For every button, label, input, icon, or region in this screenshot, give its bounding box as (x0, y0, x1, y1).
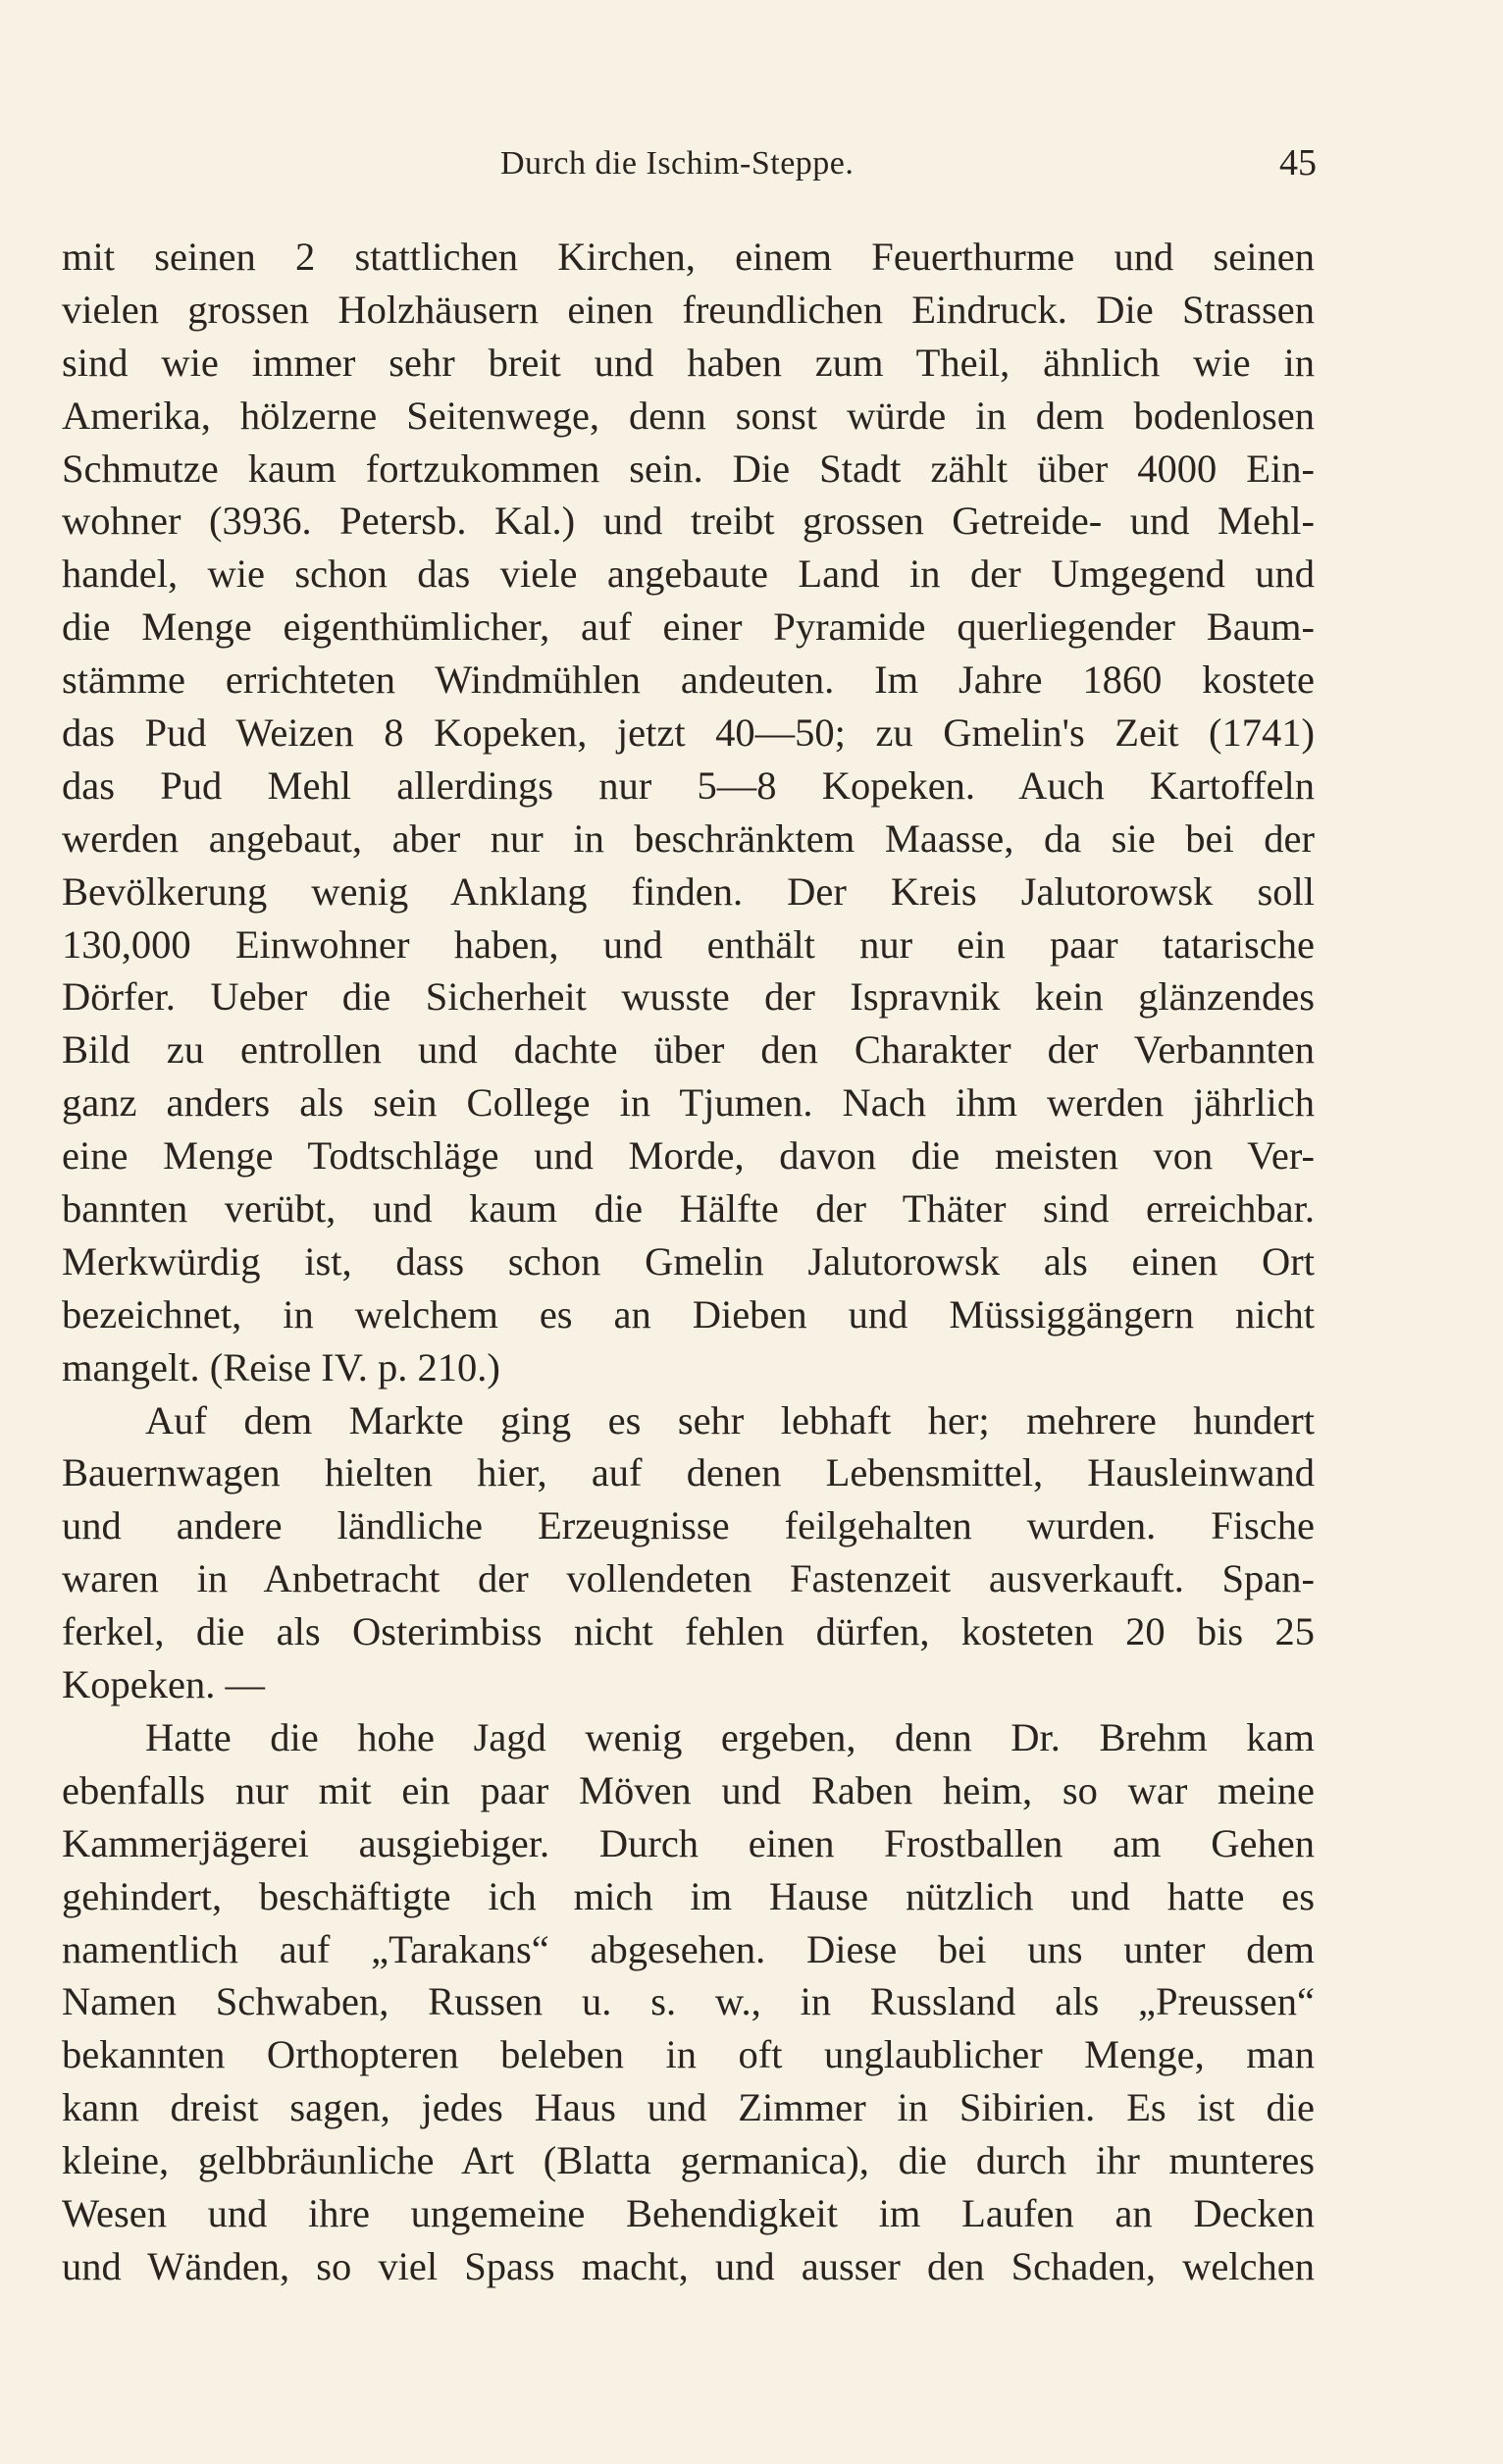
text-line: waren in Anbetracht der vollendeten Fastenzeit ausverkauft. Span- (62, 1556, 1315, 1601)
text-line: bannten verübt, und kaum die Hälfte der Thäter sind erreichbar. (62, 1186, 1315, 1232)
text-line: ganz anders als sein College in Tjumen. Nach ihm werden jährlich (62, 1080, 1315, 1126)
text-line: Namen Schwaben, Russen u. s. w., in Russland als „Preussen“ (62, 1979, 1315, 2024)
body-text (62, 231, 1315, 2293)
text-line: kann dreist sagen, jedes Haus und Zimmer in Sibirien. Es ist die (62, 2085, 1315, 2130)
page-header (59, 142, 1317, 194)
text-line: bezeichnet, in welchem es an Dieben und Müssiggängern nicht (62, 1291, 1315, 1337)
text-line: vielen grossen Holzhäusern einen freundlichen Eindruck. Die Strassen (62, 287, 1315, 332)
text-line: namentlich auf „Tarakans“ abgesehen. Diese bei uns unter dem (62, 1926, 1315, 1971)
text-line: eine Menge Todtschläge und Morde, davon die meisten von Ver- (62, 1133, 1315, 1179)
text-line: Merkwürdig ist, dass schon Gmelin Jalutorowsk als einen Ort (62, 1238, 1315, 1284)
text-line: 130,000 Einwohner haben, und enthält nur ein paar tatarische (62, 921, 1315, 967)
text-line: handel, wie schon das viele angebaute Land in der Umgegend und (62, 551, 1315, 597)
text-line: gehindert, beschäftigte ich mich im Hause nützlich und hatte es (62, 1873, 1315, 1918)
text-line: Amerika, hölzerne Seitenwege, denn sonst würde in dem bodenlosen (62, 393, 1315, 438)
paragraph-start-line: Auf dem Markte ging es sehr lebhaft her; mehrere hundert (145, 1397, 1315, 1442)
text-line: bekannten Orthopteren beleben in oft unglaublicher Menge, man (62, 2032, 1315, 2077)
text-line: ebenfalls nur mit ein paar Möven und Raben heim, so war meine (62, 1767, 1315, 1812)
text-line: mit seinen 2 stattlichen Kirchen, einem Feuerthurme und seinen (62, 235, 1315, 279)
text-line: Schmutze kaum fortzukommen sein. Die Stadt zählt über 4000 Ein- (62, 446, 1315, 491)
text-line: kleine, gelbbräunliche Art (Blatta germanica), die durch ihr munteres (62, 2138, 1315, 2183)
text-line: Bild zu entrollen und dachte über den Charakter der Verbannten (62, 1027, 1315, 1073)
text-line: Dörfer. Ueber die Sicherheit wusste der Ispravnik kein glänzendes (62, 974, 1315, 1020)
text-line: und Wänden, so viel Spass macht, und ausser den Schaden, welchen (62, 2243, 1315, 2288)
paragraph-end-line: Kopeken. — (62, 1662, 265, 1707)
text-line: die Menge eigenthümlicher, auf einer Pyramide querliegender Baum- (62, 604, 1315, 650)
text-line: Bauernwagen hielten hier, auf denen Lebensmittel, Hausleinwand (62, 1450, 1315, 1495)
text-line: ferkel, die als Osterimbiss nicht fehlen dürfen, kosteten 20 bis 25 (62, 1609, 1315, 1654)
text-line: das Pud Weizen 8 Kopeken, jetzt 40—50; zu Gmelin's Zeit (1741) (62, 710, 1315, 756)
text-line: stämme errichteten Windmühlen andeuten. Im Jahre 1860 kostete (62, 657, 1315, 703)
text-line: sind wie immer sehr breit und haben zum Theil, ähnlich wie in (62, 340, 1315, 385)
text-line: Bevölkerung wenig Anklang finden. Der Kreis Jalutorowsk soll (62, 868, 1315, 914)
text-line: wohner (3936. Petersb. Kal.) und treibt grossen Getreide- und Mehl- (62, 498, 1315, 544)
paragraph-start-line: Hatte die hohe Jagd wenig ergeben, denn Dr. Brehm kam (145, 1714, 1315, 1759)
text-line: Kammerjägerei ausgiebiger. Durch einen Frostballen am Gehen (62, 1820, 1315, 1865)
text-line: werden angebaut, aber nur in beschränktem Maasse, da sie bei der (62, 815, 1315, 861)
running-title: Durch die Ischim-Steppe. (500, 145, 855, 182)
text-line: Wesen und ihre ungemeine Behendigkeit im Laufen an Decken (62, 2190, 1315, 2235)
text-line: das Pud Mehl allerdings nur 5—8 Kopeken. Auch Kartoffeln (62, 762, 1315, 808)
page-number: 45 (1279, 142, 1317, 183)
paragraph-end-line: mangelt. (Reise IV. p. 210.) (62, 1344, 500, 1389)
text-line: und andere ländliche Erzeugnisse feilgehalten wurden. Fische (62, 1503, 1315, 1548)
